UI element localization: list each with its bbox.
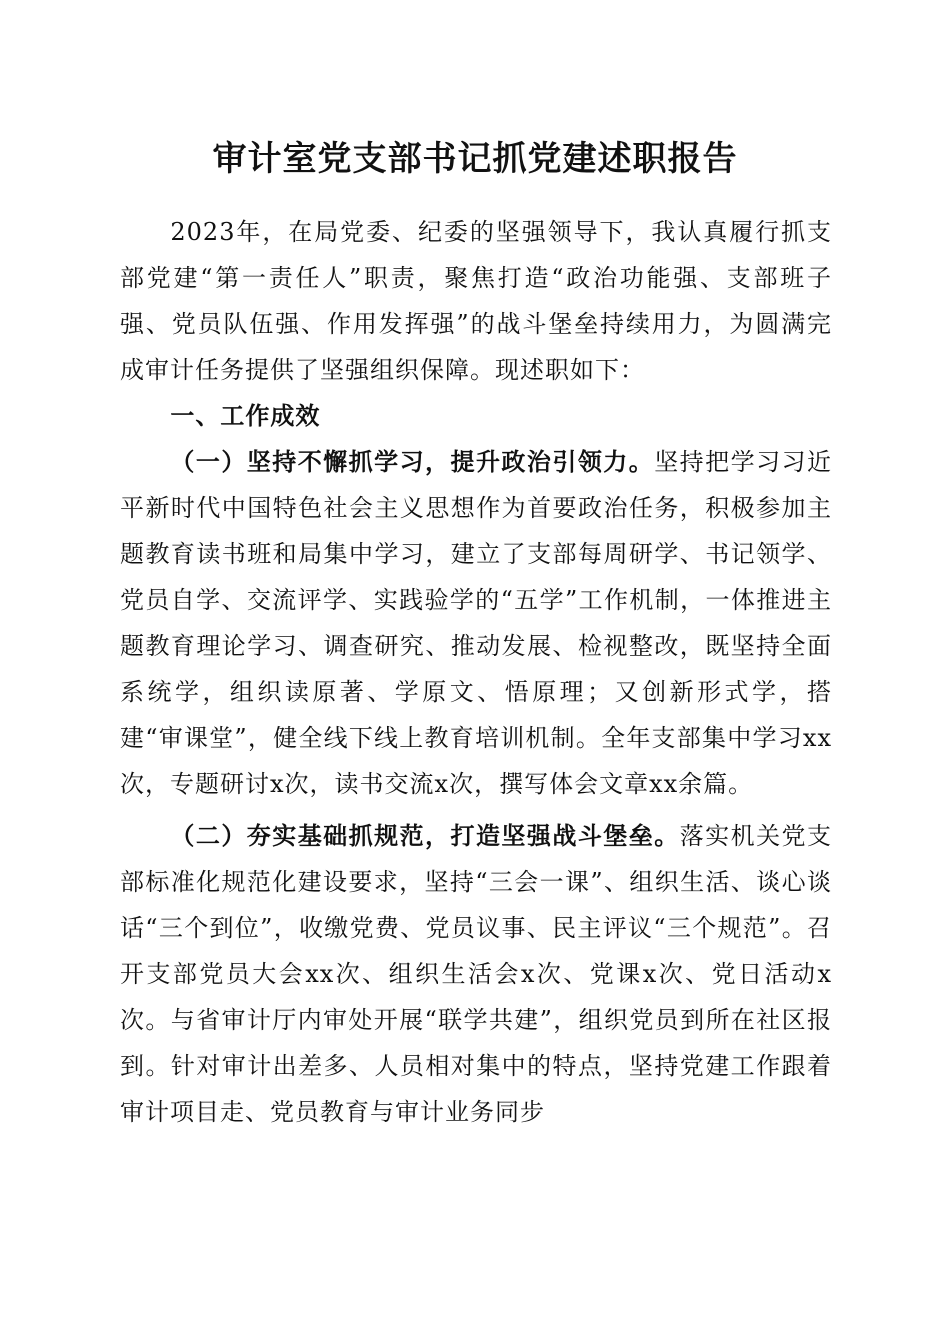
item-2-lead: （二）夯实基础抓规范，打造坚强战斗堡垒。	[170, 822, 680, 850]
item-1-body: 坚持把学习习近平新时代中国特色社会主义思想作为首要政治任务，积极参加主题教育读书班和局集中学习，建立了支部每周研学、书记领学、党员自学、交流评学、实践验学的“五学”工作机制，一体推进主题教育理论学习、调查研究、推动发展、检视整改，既坚持全面系统学，组织读原著、学原文、悟原理；又创新形式学，搭建“审课堂”，健全线下线上教育培训机制。全年支部集中学习xx次，专题研讨x次，读书交流x次，撰写体会文章xx余篇。	[120, 448, 833, 798]
document-title: 审计室党支部书记抓党建述职报告	[212, 139, 738, 179]
document-body	[120, 209, 832, 1135]
item-1-lead: （一）坚持不懈抓学习，提升政治引领力。	[170, 448, 655, 476]
item-2-paragraph	[120, 813, 832, 1135]
intro-paragraph: 2023年，在局党委、纪委的坚强领导下，我认真履行抓支部党建“第一责任人”职责，聚焦打造“政治功能强、支部班子强、党员队伍强、作用发挥强”的战斗堡垒持续用力，为圆满完成审计任务提供了坚强组织保障。现述职如下：	[120, 218, 832, 384]
item-2-body: 落实机关党支部标准化规范化建设要求，坚持“三会一课”、组织生活、谈心谈话“三个到位”，收缴党费、党员议事、民主评议“三个规范”。召开支部党员大会xx次、组织生活会x次、党课x次、党日活动x次。与省审计厅内审处开展“联学共建”，组织党员到所在社区报到。针对审计出差多、人员相对集中的特点，坚持党建工作跟着审计项目走、党员教育与审计业务同步	[120, 822, 833, 1126]
section-heading-work-results: 一、工作成效	[170, 402, 321, 430]
item-1-paragraph	[120, 439, 832, 807]
